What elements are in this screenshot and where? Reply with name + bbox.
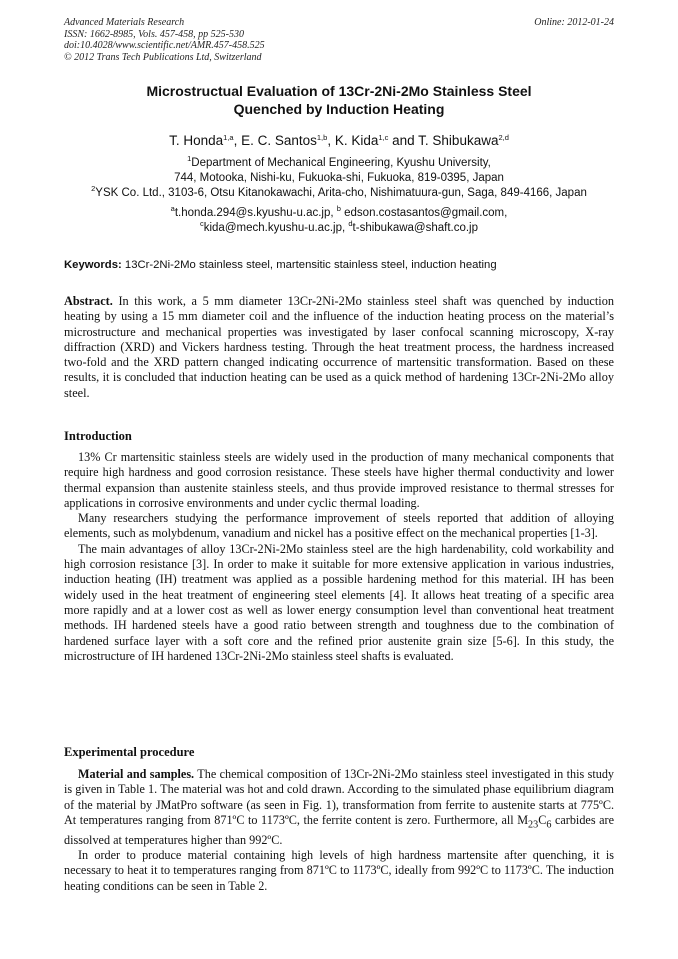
author-affil-sup: 1,c xyxy=(378,133,389,142)
affiliation-sup: 1 xyxy=(187,154,192,163)
keywords-text: 13Cr-2Ni-2Mo stainless steel, martensitic stainless steel, induction heating xyxy=(124,259,497,271)
author-name: T. Honda xyxy=(169,133,224,148)
copyright-line: © 2012 Trans Tech Publications Ltd, Switzerland xyxy=(64,51,262,63)
author-sep: and xyxy=(388,133,419,148)
affiliation-sup: 2 xyxy=(91,184,96,193)
email-sup: a xyxy=(170,204,175,213)
affiliation-1-line-1: Department of Mechanical Engineering, Kyushu University, xyxy=(191,157,491,169)
exp-paragraph-1-text-c: carbides are dissolved at temperatures higher than 992ºC. xyxy=(64,812,614,847)
exp-paragraph-1-lead: Material and samples. xyxy=(78,767,195,781)
keywords-label: Keywords: xyxy=(64,259,122,271)
abstract-label: Abstract. xyxy=(64,294,113,308)
author-name: T. Shibukawa xyxy=(418,133,499,148)
email-sup: c xyxy=(199,219,204,228)
introduction-body xyxy=(64,450,614,664)
abstract-text: In this work, a 5 mm diameter 13Cr-2Ni-2Mo stainless steel shaft was quenched by induction heating by using a 15 mm diameter coil and the influence of the induction heating process on the material’s microstructure and mechanical properties was investigated by laser confocal scanning microscopy, X-ray diffraction (XRD) and Vickers hardness testing. Through the heat treatment process, the hardness increased two-fold and the XRD pattern changed indicating occurrence of martensitic transformation. Based on these results, it is concluded that induction heating can be used as a quick method of hardening 13Cr-2Ni-2Mo alloy steel. xyxy=(64,294,614,400)
introduction-heading: Introduction xyxy=(64,429,132,443)
author-sep: , xyxy=(327,133,335,148)
online-date: Online: 2012-01-24 xyxy=(534,17,614,28)
experimental-body xyxy=(64,767,614,894)
journal-header xyxy=(64,17,265,63)
email-link[interactable]: edson.costasantos@gmail.com, xyxy=(344,207,508,219)
subscript: 6 xyxy=(546,819,552,831)
keywords xyxy=(64,258,614,272)
journal-name: Advanced Materials Research xyxy=(64,17,185,28)
email-link[interactable]: t.honda.294@s.kyushu-u.ac.jp, xyxy=(174,207,334,219)
email-line-2 xyxy=(64,221,614,236)
abstract xyxy=(64,294,614,401)
intro-paragraph-2: Many researchers studying the performance improvement of steels reported that addition of alloying elements, such as molybdenum, vanadium and nickel has a positive effect on the mechanical properties [1-3]. xyxy=(64,511,614,541)
exp-paragraph-1-text-b: C xyxy=(538,812,547,827)
affiliation-1 xyxy=(40,156,638,171)
exp-paragraph-1-text-a: The chemical composition of 13Cr-2Ni-2Mo stainless steel investigated in this study is given in Table 1. The material was hot and cold drawn. According to the simulated phase equilibrium diagram of the material by JMatPro software (as seen in Fig. 1), transformation from ferrite to austenite starts at 775ºC. At temperatures ranging from 871ºC to 1173ºC, the ferrite content is zero. Furthermore, all M xyxy=(64,767,615,827)
author-affil-sup: 1,a xyxy=(223,133,234,142)
email-link[interactable]: t-shibukawa@shaft.co.jp xyxy=(352,222,479,234)
intro-paragraph-1: 13% Cr martensitic stainless steels are widely used in the production of many mechanical components that require high hardness and good corrosion resistance. These steels have higher thermal conductivity and lower thermal expansion than austenite stainless steels, and thus provide improved resistance to thermal stresses for applications in corrosive environments and under cyclic thermal loading. xyxy=(64,450,614,510)
intro-paragraph-3: The main advantages of alloy 13Cr-2Ni-2Mo stainless steel are the high hardenability, cold workability and high corrosion resistance [3]. In order to make it suitable for more extensive application in various industries, induction heating (IH) treatment was applied as a possible hardening method for this material. IH has been widely used in the heat treatment of engineering steel elements [4]. It allows heat treating of a specific area more rapidly and at a lower cost as well as lower energy consumption level than conventional heat treatment methods. IH hardened steels have a good ratio between strength and toughness due to the combination of hardened surface layer with a soft core and the refined prior austenite grain size [5-6]. In this study, the microstructure of IH hardened 13Cr-2Ni-2Mo stainless steel shafts is evaluated. xyxy=(64,541,614,663)
email-link[interactable]: kida@mech.kyushu-u.ac.jp, xyxy=(203,222,346,234)
exp-paragraph-1 xyxy=(64,767,614,848)
author-affil-sup: 2,d xyxy=(498,133,509,142)
title-line-2: Quenched by Induction Heating xyxy=(233,101,445,117)
author-name: E. C. Santos xyxy=(241,133,317,148)
affiliation-2 xyxy=(40,186,638,201)
exp-paragraph-2: In order to produce material containing high levels of high hardness martensite after quenching, it is necessary to heat it to temperatures ranging from 871ºC to 1173ºC, ideally from 992ºC to 1173ºC. The induction heating conditions can be seen in Table 2. xyxy=(64,847,614,893)
author-affil-sup: 1,b xyxy=(316,133,328,142)
author-name: K. Kida xyxy=(334,133,379,148)
email-line-1 xyxy=(64,206,614,221)
email-sup: b xyxy=(336,204,341,213)
author-list xyxy=(64,132,614,150)
author-sep: , xyxy=(233,133,242,148)
issn-line: ISSN: 1662-8985, Vols. 457-458, pp 525-530 xyxy=(64,28,244,40)
email-list xyxy=(64,206,614,236)
affiliation-2-line-1: YSK Co. Ltd., 3103-6, Otsu Kitanokawachi, Arita-cho, Nishimatuura-gun, Saga, 849-4166, Japan xyxy=(95,187,587,199)
affiliations xyxy=(40,156,638,201)
email-sup: d xyxy=(348,219,353,228)
affiliation-1-line-2: 744, Motooka, Nishi-ku, Fukuoka-shi, Fukuoka, 819-0395, Japan xyxy=(174,172,504,184)
title-line-1: Microstructual Evaluation of 13Cr-2Ni-2Mo Stainless Steel xyxy=(146,83,532,99)
doi-line: doi:10.4028/www.scientific.net/AMR.457-458.525 xyxy=(64,40,265,51)
subscript: 23 xyxy=(528,819,539,831)
experimental-heading: Experimental procedure xyxy=(64,745,195,759)
paper-title xyxy=(64,82,614,118)
